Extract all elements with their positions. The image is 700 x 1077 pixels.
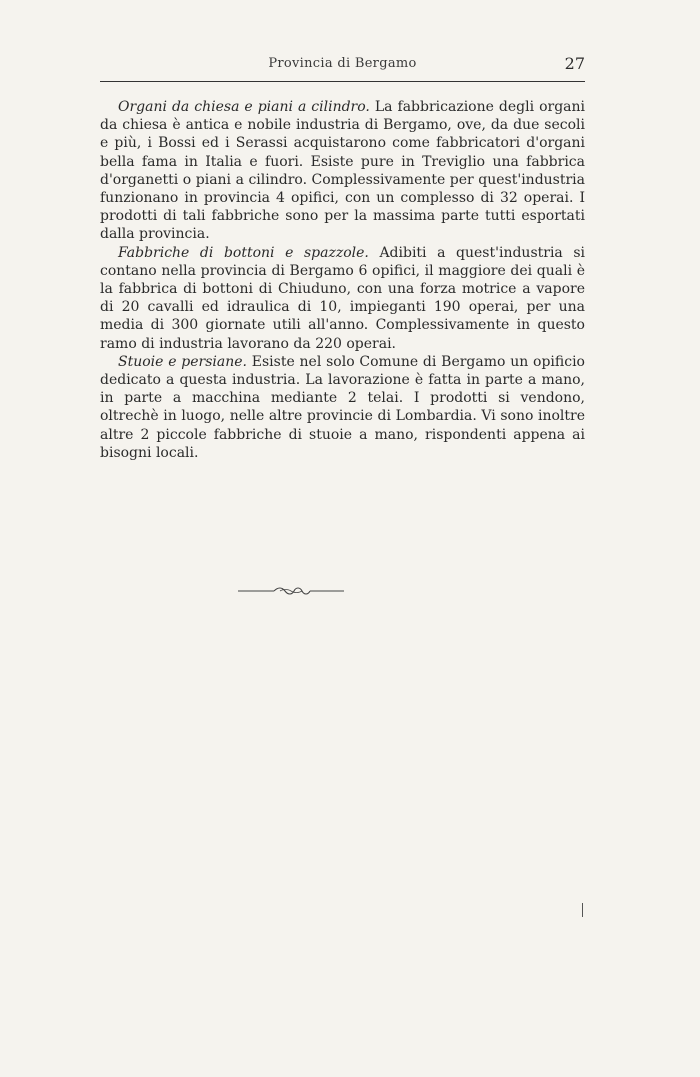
margin-mark — [582, 903, 583, 917]
page-number: 27 — [564, 54, 585, 73]
paragraph-text: La fabbricazione degli organi da chiesa è antica e nobile industria di Bergamo, ove, da due secoli e più, i Bossi ed i Serassi acquistarono come fabbricatori d'organi bella fama in Italia e fuori. Esiste pure in Treviglio una fabbrica d'organetti o piani a cilindro. Complessivamente per quest'industria funzionano in provincia 4 opifici, con un complesso di 32 operai. I prodotti di tali fabbriche sono per la massima parte tutti esportati dalla provincia. — [100, 99, 585, 243]
paragraph-heading: Fabbriche di bottoni e spazzole. — [118, 244, 369, 261]
paragraph-heading: Organi da chiesa e piani a cilindro. — [118, 99, 370, 115]
paragraph-heading: Stuoie e persiane. — [118, 353, 247, 370]
running-head: Provincia di Bergamo — [268, 56, 417, 71]
paragraph-bottoni — [100, 244, 585, 353]
paragraph-text: Adibiti a quest'industria si contano nella provincia di Bergamo 6 opifici, il maggiore dei quali è la fabbrica di bottoni di Chiuduno, con una forza motrice a vapore di 20 cavalli ed idraulica di 10, impieganti 190 operai, per una media di 300 giornate utili all'anno. Complessivamente in questo ramo di industria lavorano da 220 operai. — [100, 244, 586, 352]
section-end-flourish-icon — [236, 584, 346, 598]
header-rule — [100, 81, 585, 82]
page-header — [100, 54, 585, 76]
paragraph-text: Esiste nel solo Comune di Bergamo un opificio dedicato a questa industria. La lavorazione è fatta in parte a mano, in parte a macchina mediante 2 telai. I prodotti si vendono, oltrechè in luogo, nelle altre provincie di Lombardia. Vi sono inoltre altre 2 piccole fabbriche di stuoie a mano, rispondenti appena ai bisogni locali. — [100, 353, 585, 461]
paragraph-organi — [100, 98, 585, 244]
body-text — [100, 98, 585, 462]
paragraph-stuoie — [100, 353, 585, 462]
